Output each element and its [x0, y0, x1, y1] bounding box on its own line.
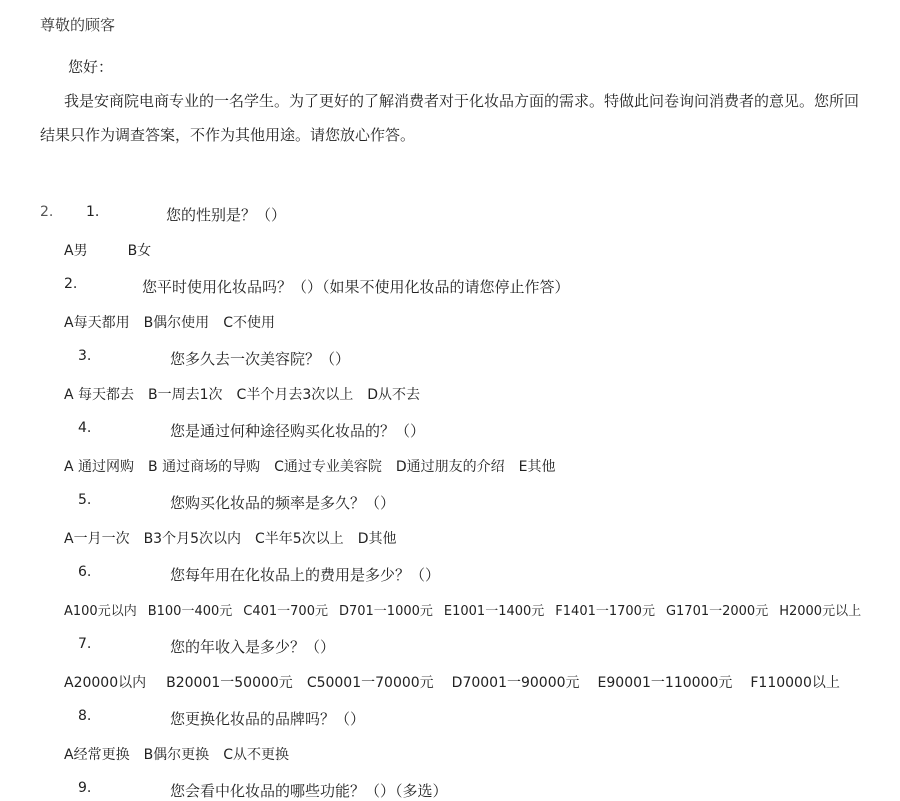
option: A20000以内 — [64, 675, 147, 691]
question-text: 您的性别是？（） — [166, 206, 287, 224]
option: B100一400元 — [147, 604, 233, 619]
option: B一周去1次 — [148, 387, 223, 403]
option: D70001一90000元 — [451, 675, 580, 691]
question-text: 您更换化妆品的品牌吗？（） — [170, 710, 366, 728]
intro-paragraph-line-1: 我是安商院电商专业的一名学生。为了更好的了解消费者对于化妆品方面的需求。特做此问卷询问消费者的意见。您所回 — [64, 92, 860, 110]
option: C从不更换 — [223, 747, 289, 763]
question-text: 您会看中化妆品的哪些功能？（）（多选） — [170, 782, 448, 800]
question-number: 1. — [86, 204, 100, 220]
answer-options — [64, 240, 165, 260]
option: E其他 — [518, 459, 556, 475]
option: E90001一110000元 — [597, 675, 733, 691]
question-text: 您多久去一次美容院？（） — [170, 350, 351, 368]
greeting: 您好： — [68, 58, 114, 76]
option: H2000元以上 — [779, 604, 862, 619]
option: C401一700元 — [243, 604, 328, 619]
question-number: 8. — [78, 708, 92, 724]
option: B20001一50000元 — [166, 675, 293, 691]
option: B偶尔更换 — [143, 747, 210, 763]
answer-options — [64, 744, 303, 764]
question-number: 4. — [78, 420, 92, 436]
question-number: 9. — [78, 780, 92, 796]
question-number: 5. — [78, 492, 92, 508]
option: B3个月5次以内 — [143, 531, 241, 547]
option: A 每天都去 — [64, 387, 135, 403]
option: C半年5次以上 — [255, 531, 344, 547]
question-number: 7. — [78, 636, 92, 652]
question-number: 3. — [78, 348, 92, 364]
question-text: 您平时使用化妆品吗？（）（如果不使用化妆品的请您停止作答） — [142, 278, 570, 296]
option: A 通过网购 — [64, 459, 135, 475]
answer-options — [64, 528, 410, 548]
list-number: 2. — [40, 204, 54, 220]
option: C50001一70000元 — [306, 675, 434, 691]
option: C半个月去3次以上 — [236, 387, 354, 403]
option: A100元以内 — [64, 604, 137, 619]
option: B偶尔使用 — [143, 315, 210, 331]
option: B女 — [127, 243, 152, 259]
letter-salutation: 尊敬的顾客 — [40, 16, 116, 34]
question-text: 您每年用在化妆品上的费用是多少？（） — [170, 566, 441, 584]
option: F110000以上 — [750, 675, 840, 691]
question-number: 2. — [64, 276, 78, 292]
option: A经常更换 — [64, 747, 130, 763]
option: D通过朋友的介绍 — [395, 459, 505, 475]
answer-options — [64, 456, 570, 476]
option: E1001一1400元 — [443, 604, 545, 619]
question-text: 您是通过何种途径购买化妆品的？（） — [170, 422, 426, 440]
option: C不使用 — [223, 315, 275, 331]
option: F1401一1700元 — [555, 604, 655, 619]
option: D701一1000元 — [338, 604, 433, 619]
intro-paragraph-line-2: 结果只作为调查答案，不作为其他用途。请您放心作答。 — [40, 126, 416, 144]
option: D从不去 — [367, 387, 421, 403]
answer-options — [64, 600, 861, 619]
answer-options — [64, 384, 434, 404]
option: D其他 — [357, 531, 397, 547]
option: B 通过商场的导购 — [148, 459, 261, 475]
option: G1701一2000元 — [665, 604, 769, 619]
question-text: 您购买化妆品的频率是多久？（） — [170, 494, 396, 512]
option: C通过专业美容院 — [274, 459, 382, 475]
option: A每天都用 — [64, 315, 130, 331]
answer-options — [64, 312, 289, 332]
answer-options — [64, 672, 840, 692]
option: A一月一次 — [64, 531, 130, 547]
option: A男 — [64, 243, 88, 259]
question-text: 您的年收入是多少？（） — [170, 638, 336, 656]
question-number: 6. — [78, 564, 92, 580]
